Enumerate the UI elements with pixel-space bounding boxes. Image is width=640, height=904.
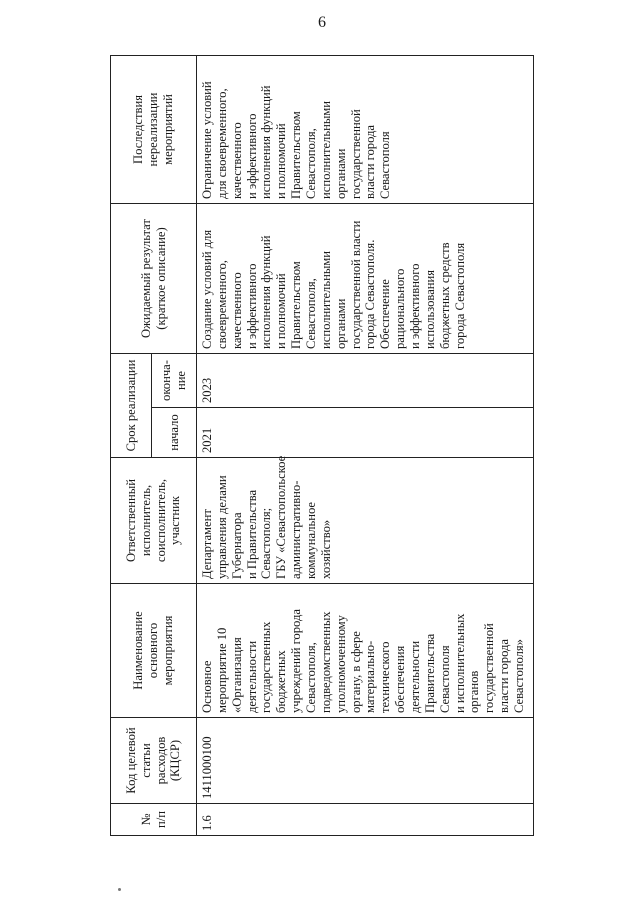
measures-table [110, 55, 534, 836]
cell-no: 1.6 [197, 804, 534, 836]
cell-kcsr: 1411000100 [197, 718, 534, 804]
header-no: № п/п [111, 804, 197, 836]
cell-text-line: материально- [363, 640, 378, 713]
cell-text-line: Севастополя, [304, 642, 319, 713]
cell-text-line: исполнения функций [259, 85, 274, 199]
cell-text-line: и эффективного [408, 263, 423, 349]
cell-text-line: Департамент [200, 509, 214, 579]
cell-text-line: органами [333, 148, 348, 199]
cell-text-line: исполнительными [318, 101, 333, 199]
cell-text-line: коммунальное [304, 501, 319, 579]
cell-text-line: бюджетных [274, 650, 289, 713]
cell-text-line: и полномочий [274, 273, 289, 349]
cell-text-line: Севастополя; [259, 507, 274, 579]
cell-text-line: подведомственных [318, 611, 333, 713]
cell-text-line: органов [467, 670, 482, 713]
cell-text-line: деятельности [244, 640, 259, 713]
cell-text-line: Правительством [289, 111, 304, 199]
cell-text-line: качественного [229, 122, 244, 199]
cell-text-line: Севастополя, [304, 278, 319, 349]
cell-text-line: Севастополя [378, 131, 393, 199]
cell-text-line: Севастополя» [512, 639, 527, 713]
cell-text-line: органами [333, 298, 348, 349]
cell-text-line: хозяйство» [318, 519, 333, 579]
cell-text-line: уполномоченному [333, 615, 348, 713]
cell-text-line: и полномочий [274, 123, 289, 199]
cell-text-line: деятельности [408, 640, 423, 713]
header-term-end: оконча-ние [152, 354, 197, 408]
cell-text-line: «Организация [229, 637, 244, 713]
header-responsible: Ответственный исполнитель, соисполнитель, участник [111, 458, 197, 584]
header-term: Срок реализации [111, 354, 152, 458]
header-term-start: начало [152, 408, 197, 458]
cell-text-line: для своевременного, [214, 88, 229, 199]
cell-text-line: Обеспечение [378, 279, 393, 349]
cell-text-line: государственных [259, 621, 274, 713]
cell-text-line: Севастополя [437, 645, 452, 713]
cell-text-line: использования [422, 269, 437, 349]
cell-text-line: управления делами [214, 475, 229, 579]
table-row [197, 56, 534, 836]
cell-text-line: обеспечения [393, 645, 408, 713]
cell-text-line: рационального [393, 268, 408, 349]
cell-text-line: административно- [289, 480, 304, 579]
rotated-table-area [110, 56, 527, 836]
page-number: 6 [318, 14, 326, 31]
cell-responsible [197, 455, 534, 584]
cell-end: 2023 [197, 354, 534, 408]
cell-text-line: Создание условий для [200, 229, 214, 349]
cell-text-line: технического [378, 641, 393, 713]
cell-text-line: учреждений города [289, 609, 304, 713]
table-header-row [111, 56, 152, 836]
cell-text-line: государственной [482, 623, 497, 713]
cell-text-line: бюджетных средств [437, 242, 452, 349]
cell-text-line: власти города [497, 638, 512, 713]
header-consequences: Последствия нереализации мероприятий [111, 56, 197, 204]
cell-text-line: своевременного, [214, 260, 229, 349]
cell-consequences [197, 56, 534, 204]
cell-name [197, 584, 534, 718]
cell-text-line: государственной власти [348, 220, 363, 349]
cell-text-line: исполнительными [318, 251, 333, 349]
cell-text-line: Правительства [422, 633, 437, 713]
cell-text-line: Губернатора [229, 512, 244, 579]
cell-text-line: государственной [348, 109, 363, 199]
cell-text-line: Основное [200, 660, 214, 713]
scan-speck [118, 888, 121, 891]
cell-text-line: исполнения функций [259, 235, 274, 349]
cell-text-line: и Правительства [244, 489, 259, 579]
cell-text-line: и исполнительных [452, 613, 467, 713]
header-expected: Ожидаемый результат (краткое описание) [111, 204, 197, 354]
cell-text-line: органу, в сфере [348, 631, 363, 713]
cell-text-line: и эффективного [244, 113, 259, 199]
cell-text-line: власти города [363, 124, 378, 199]
cell-text-line: города Севастополя. [363, 239, 378, 349]
header-name: Наименование основного мероприятия [111, 584, 197, 718]
cell-text-line: Севастополя, [304, 128, 319, 199]
cell-text-line: ГБУ «Севастопольское [274, 455, 289, 579]
cell-text-line: качественного [229, 272, 244, 349]
cell-expected [197, 204, 534, 354]
header-kcsr: Код целевой статьи расходов (КЦСР) [111, 718, 197, 804]
cell-text-line: Правительством [289, 261, 304, 349]
cell-text-line: мероприятие 10 [214, 627, 229, 713]
cell-start: 2021 [197, 408, 534, 458]
cell-text-line: города Севастополя [452, 242, 467, 349]
cell-text-line: Ограничение условий [200, 81, 214, 199]
rotated-table-container [110, 56, 527, 836]
cell-text-line: и эффективного [244, 263, 259, 349]
